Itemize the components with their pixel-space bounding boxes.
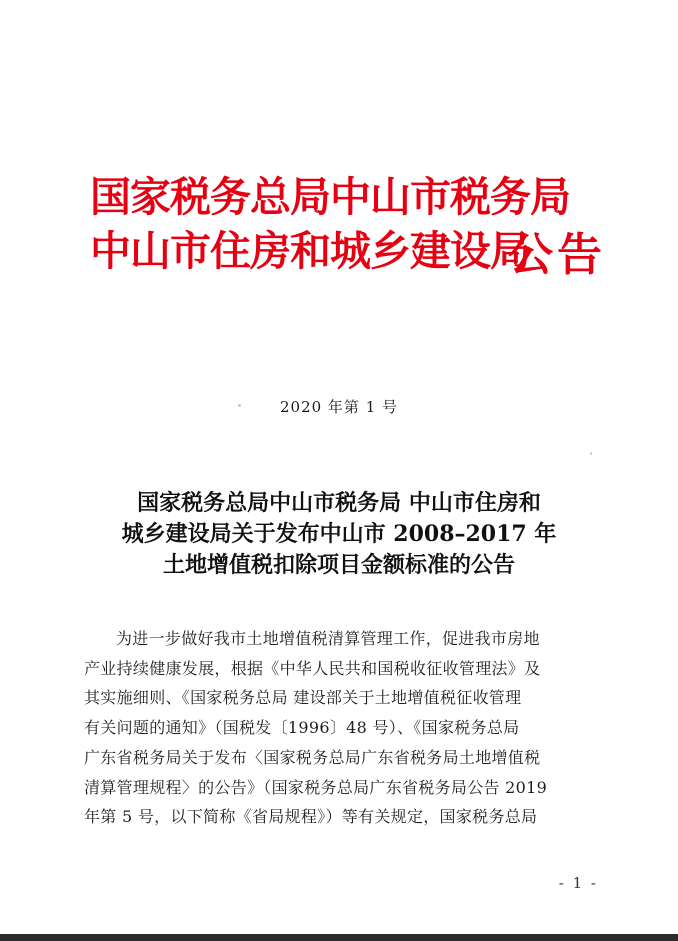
letterhead-doc-type: 公告	[508, 228, 607, 281]
title-line: 土地增值税扣除项目金额标准的公告	[162, 552, 515, 578]
body-line: 其实施细则、《国家税务总局 建设部关于土地增值税征收管理	[84, 688, 522, 708]
letterhead-issuer-housing-bureau: 中山市住房和城乡建设局	[90, 227, 530, 275]
document-number: 2020 年第 1 号	[279, 398, 399, 416]
scan-speck	[590, 452, 592, 455]
scan-speck	[238, 404, 241, 407]
body-line: 有关问题的通知》（国税发〔1996〕48 号）、《国家税务总局	[84, 718, 520, 738]
body-line: 为进一步做好我市土地增值税清算管理工作，促进我市房地	[116, 629, 540, 648]
page-number: - 1 -	[558, 874, 598, 892]
scan-bottom-edge	[0, 934, 678, 941]
body-line: 年第 5 号，以下简称《省局规程》）等有关规定，国家税务总局	[84, 807, 538, 827]
document-body	[84, 624, 596, 832]
letterhead	[90, 170, 650, 300]
title-line: 城乡建设局关于发布中山市 2008–2017 年	[121, 521, 557, 547]
title-line: 国家税务总局中山市税务局 中山市住房和	[137, 490, 541, 516]
body-line: 清算管理规程〉的公告》（国家税务总局广东省税务局公告 2019	[84, 777, 548, 797]
body-line: 产业持续健康发展，根据《中华人民共和国税收征收管理法》及	[84, 658, 541, 678]
letterhead-issuer-tax-bureau: 国家税务总局中山市税务局	[90, 173, 570, 221]
body-line: 广东省税务局关于发布〈国家税务总局广东省税务局土地增值税	[84, 747, 541, 767]
document-title	[70, 488, 608, 581]
